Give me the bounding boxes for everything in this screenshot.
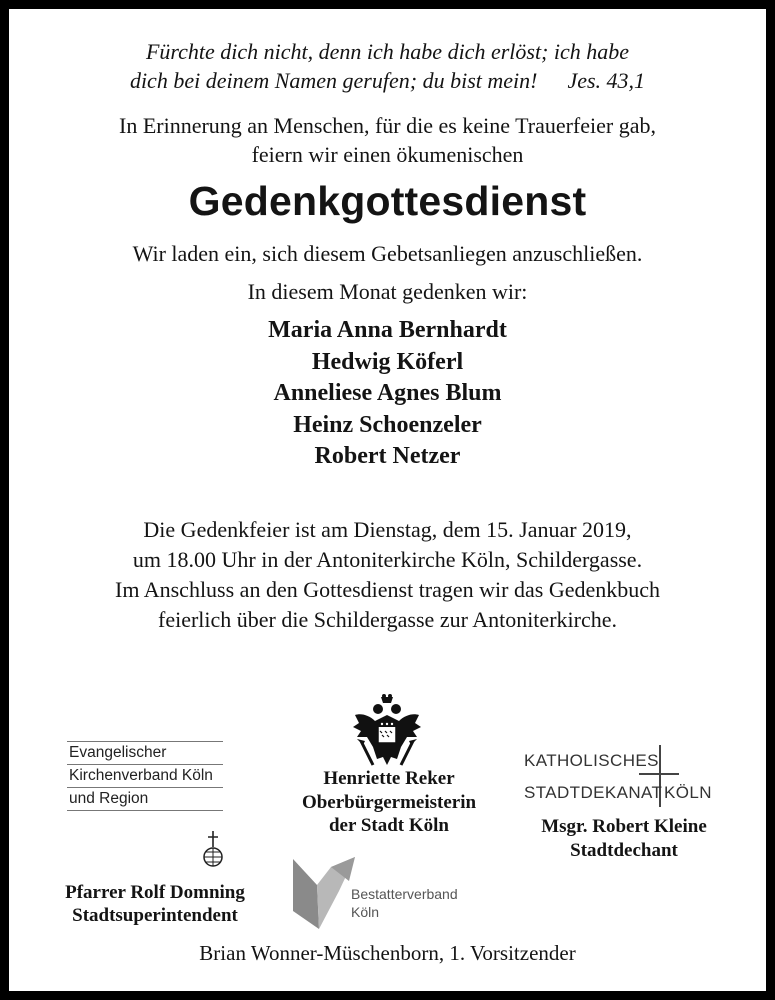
dean-role: Stadtdechant: [570, 840, 678, 861]
page-title: Gedenkgottesdienst: [188, 178, 587, 224]
mayor-city: der Stadt Köln: [328, 815, 449, 836]
bible-quote: [9, 37, 766, 95]
event-line-3: Im Anschluss an den Gottesdienst tragen wir das Gedenkbuch: [115, 577, 660, 602]
memorial-notice: [9, 9, 766, 991]
names-list: [9, 315, 766, 473]
ev-logo-line-3: und Region: [69, 790, 149, 807]
event-line-4: feierlich über die Schildergasse zur Antoniterkirche.: [158, 607, 617, 632]
name-item: Maria Anna Bernhardt: [268, 317, 507, 343]
bv-logo-line-1: Bestatterverband: [351, 886, 458, 902]
quote-line-2-text: dich bei deinem Namen gerufen; du bist mein!: [129, 68, 538, 93]
name-item: Hedwig Köferl: [311, 348, 464, 375]
superintendent-role: Stadtsuperintendent: [72, 905, 238, 926]
dean-name: Msgr. Robert Kleine: [541, 816, 707, 837]
invitation-text: Wir laden ein, sich diesem Gebetsanliegen anzuschließen.: [132, 241, 643, 266]
superintendent-signature: [45, 881, 265, 927]
quote-line-1: Fürchte dich nicht, denn ich habe dich erlöst; ich habe: [145, 39, 630, 64]
quote-reference: Jes. 43,1: [567, 68, 646, 93]
name-item: Heinz Schoenzeler: [293, 411, 482, 438]
superintendent-name: Pfarrer Rolf Domning: [65, 882, 245, 903]
logo-divider: [67, 810, 223, 811]
ev-logo-line-1: Evangelischer: [69, 744, 167, 761]
kath-logo-line-2: STADTDEKANAT: [524, 783, 663, 802]
cross-globe-icon: [199, 829, 227, 869]
evangelical-logo: [67, 741, 227, 811]
event-line-2: um 18.00 Uhr in der Antoniterkirche Köln, Schildergasse.: [132, 547, 643, 572]
name-item: Anneliese Agnes Blum: [273, 380, 502, 406]
footer-signature: Brian Wonner-Müschenborn, 1. Vorsitzender: [199, 941, 576, 965]
quote-line-2: [9, 66, 766, 95]
event-line-1: Die Gedenkfeier ist am Dienstag, dem 15. Januar 2019,: [143, 517, 632, 542]
bestatterverband-text: [351, 885, 458, 921]
procession-details: [9, 575, 766, 635]
month-text: In diesem Monat gedenken wir:: [247, 279, 528, 304]
bv-logo-line-2: Köln: [351, 904, 380, 920]
intro-line-1: In Erinnerung an Menschen, für die es keine Trauerfeier gab,: [119, 113, 656, 138]
cologne-eagle-seal-icon: [347, 693, 427, 775]
mayor-name: Henriette Reker: [323, 768, 455, 789]
mayor-role: Oberbürgermeisterin: [301, 791, 477, 813]
kath-logo-line-3: KÖLN: [664, 783, 712, 802]
kath-logo-line-1: KATHOLISCHES: [524, 751, 659, 770]
event-details: [9, 515, 766, 575]
ev-logo-line-2: Kirchenverband Köln: [69, 767, 213, 784]
intro-line-2: feiern wir einen ökumenischen: [251, 142, 524, 167]
dean-signature: [514, 815, 734, 863]
mayor-signature: [269, 767, 509, 838]
intro-text: [9, 111, 766, 169]
name-item: Robert Netzer: [314, 443, 461, 469]
cross-horizontal: [639, 773, 679, 775]
